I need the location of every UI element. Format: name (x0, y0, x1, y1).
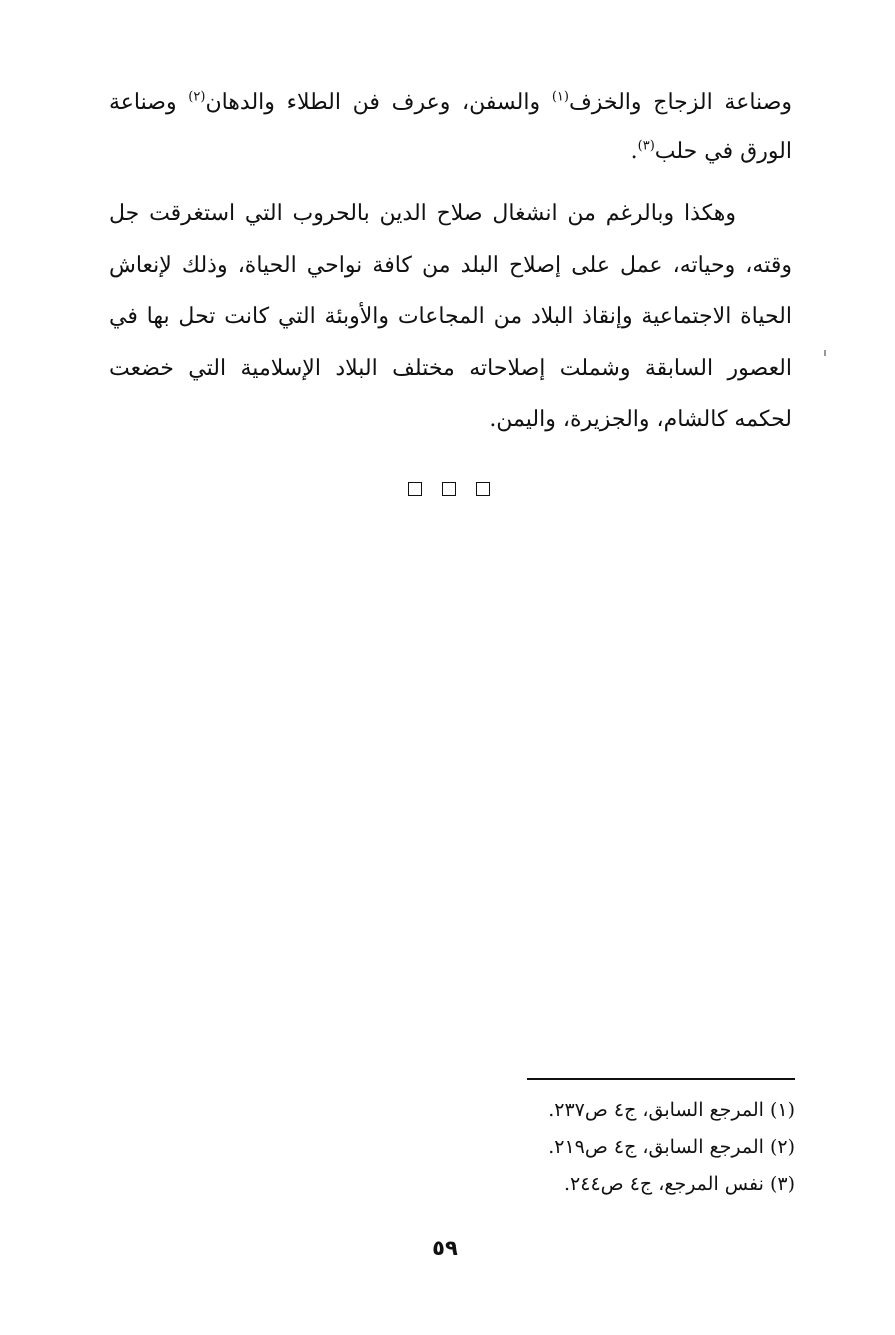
page-number: ٥٩ (432, 1236, 458, 1260)
footnotes (495, 1092, 795, 1203)
footnote-ref-2: (٢) (188, 89, 206, 105)
footnote-ref-3: (٣) (637, 138, 655, 154)
footnote-2: (٢) المرجع السابق، ج٤ ص٢١٩. (548, 1136, 795, 1158)
square-outline-icon (442, 482, 456, 496)
square-outline-icon (408, 482, 422, 496)
paragraph-1-text-part-3: وصناعة الورق في حلب (109, 90, 792, 164)
square-outline-icon (476, 482, 490, 496)
paragraph-1-text-part-2: والسفن، وعرف فن الطلاء والدهان (205, 90, 552, 115)
footnote-divider (527, 1078, 795, 1080)
footnote-ref-1: (١) (551, 89, 569, 105)
body-paragraph-1 (109, 78, 792, 176)
paragraph-1-text-part-1: وصناعة الزجاج والخزف (568, 90, 792, 115)
footnote-1: (١) المرجع السابق، ج٤ ص٢٣٧. (548, 1099, 795, 1121)
margin-mark (824, 350, 826, 356)
paragraph-2-text: وهكذا وبالرغم من انشغال صلاح الدين بالحروب التي استغرقت جل وقته، وحياته، عمل على إصلاح البلد من كافة نواحي الحياة، وذلك لإنعاش الحياة الاجتماعية وإنقاذ البلاد من المجاعات والأوبئة التي كانت تحل بها في العصور السابقة وشملت إصلاحاته مختلف البلاد الإسلامية التي خضعت لحكمه كالشام، والجزيرة، واليمن. (109, 201, 792, 432)
section-separator (408, 482, 490, 498)
footnote-3: (٣) نفس المرجع، ج٤ ص٢٤٤. (564, 1173, 795, 1195)
paragraph-1-text-part-4: . (630, 139, 638, 164)
body-paragraph-2 (109, 188, 792, 446)
